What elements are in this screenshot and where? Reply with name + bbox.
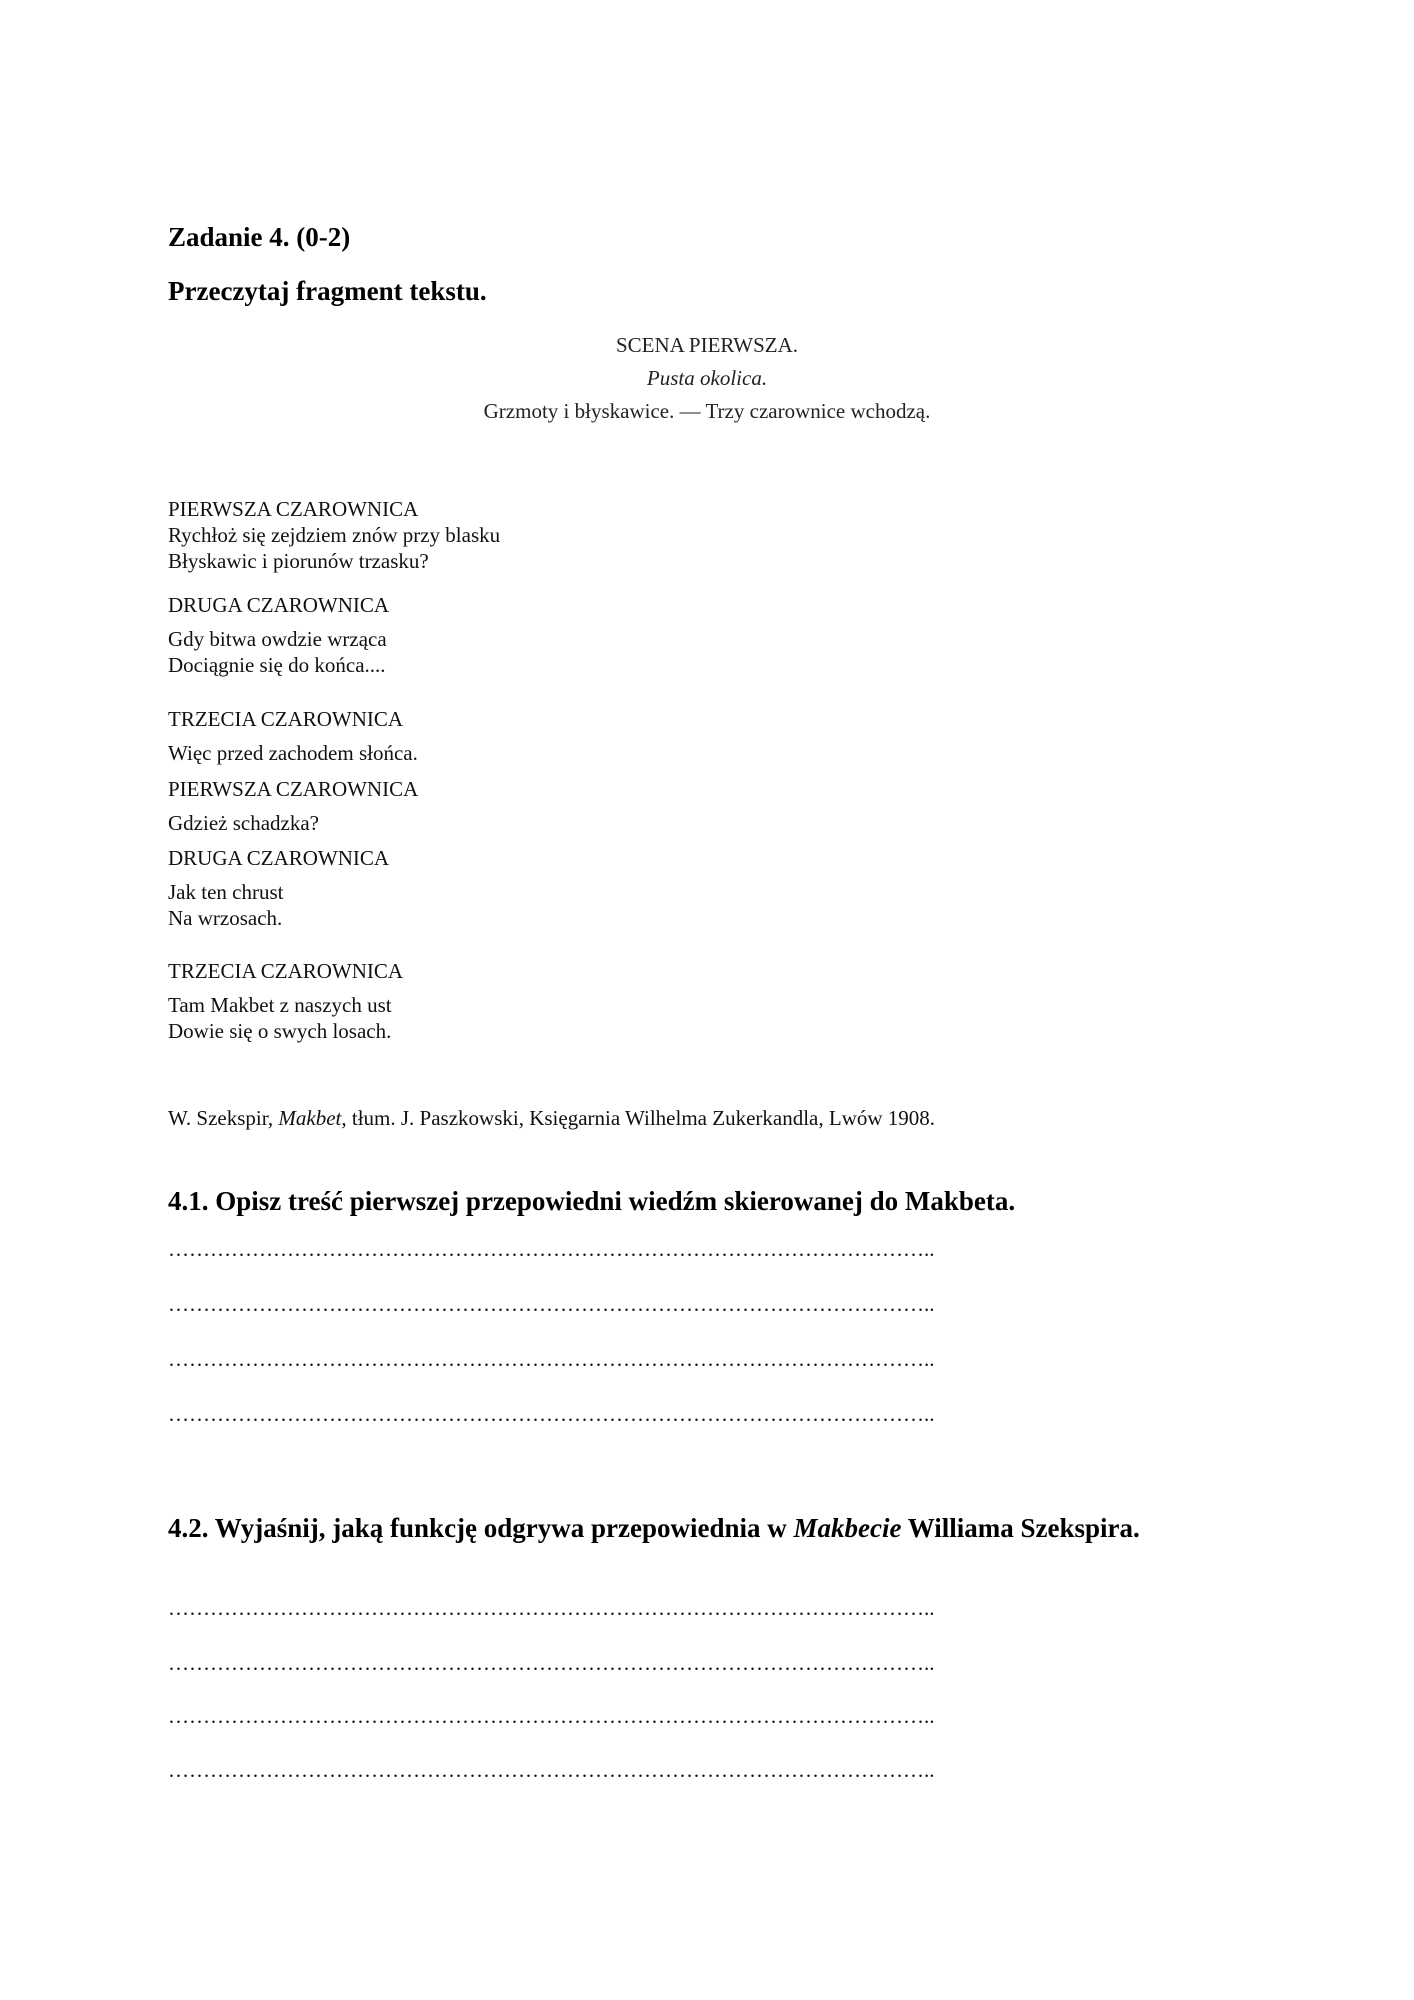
question-4-2-text-end: Williama Szekspira. [901, 1513, 1140, 1543]
verse-line: Jak ten chrust [168, 880, 284, 904]
answer-line[interactable]: ……………………………………………………………………………………………….. [168, 1402, 935, 1426]
citation-title: Makbet [278, 1106, 342, 1130]
answer-line[interactable]: ……………………………………………………………………………………………….. [168, 1347, 935, 1371]
answer-line[interactable]: ……………………………………………………………………………………………….. [168, 1704, 935, 1728]
verse-line: Dociągnie się do końca.... [168, 653, 386, 677]
verse-line: Gdy bitwa owdzie wrząca [168, 627, 387, 651]
speaker-name: PIERWSZA CZAROWNICA [168, 777, 419, 801]
citation-author: W. Szekspir, [168, 1106, 279, 1130]
stage-direction: Grzmoty i błyskawice. — Trzy czarownice wchodzą. [483, 399, 931, 423]
scene-setting: Pusta okolica. [646, 366, 768, 390]
question-4-2-title: Makbecie [793, 1513, 902, 1543]
task-instruction: Przeczytaj fragment tekstu. [168, 276, 487, 306]
dialogue-block [168, 958, 403, 1044]
citation-details: , tłum. J. Paszkowski, Księgarnia Wilhelma Zukerkandla, Lwów 1908. [341, 1106, 936, 1130]
speaker-name: TRZECIA CZAROWNICA [168, 707, 404, 731]
speaker-name: DRUGA CZAROWNICA [168, 846, 390, 870]
dialogue-block [168, 592, 389, 678]
question-4-1: 4.1. Opisz treść pierwszej przepowiedni wiedźm skierowanej do Makbeta. [168, 1186, 1016, 1216]
verse-line: Błyskawic i piorunów trzasku? [168, 549, 429, 573]
source-citation [168, 1106, 935, 1131]
question-4-2-text: 4.2. Wyjaśnij, jaką funkcję odgrywa przepowiednia w [168, 1513, 794, 1543]
dialogue-block [168, 496, 500, 574]
answer-line[interactable]: ……………………………………………………………………………………………….. [168, 1292, 935, 1316]
answer-line[interactable]: ……………………………………………………………………………………………….. [168, 1237, 935, 1261]
verse-line: Na wrzosach. [168, 906, 283, 930]
answer-line[interactable]: ……………………………………………………………………………………………….. [168, 1596, 935, 1620]
verse-line: Gdzież schadzka? [168, 811, 319, 835]
dialogue-block [168, 706, 418, 766]
dialogue-block [168, 845, 389, 931]
speaker-name: TRZECIA CZAROWNICA [168, 959, 404, 983]
scene-heading: SCENA PIERWSZA. [615, 333, 799, 357]
verse-line: Więc przed zachodem słońca. [168, 741, 418, 765]
verse-line: Dowie się o swych losach. [168, 1019, 392, 1043]
task-title: Zadanie 4. (0-2) [168, 222, 351, 252]
dialogue-block [168, 776, 418, 836]
speaker-name: DRUGA CZAROWNICA [168, 593, 390, 617]
speaker-name: PIERWSZA CZAROWNICA [168, 497, 419, 521]
verse-line: Rychłoż się zejdziem znów przy blasku [168, 523, 501, 547]
question-4-2 [168, 1513, 1140, 1544]
verse-line: Tam Makbet z naszych ust [168, 993, 392, 1017]
answer-line[interactable]: ……………………………………………………………………………………………….. [168, 1758, 935, 1782]
answer-line[interactable]: ……………………………………………………………………………………………….. [168, 1651, 935, 1675]
